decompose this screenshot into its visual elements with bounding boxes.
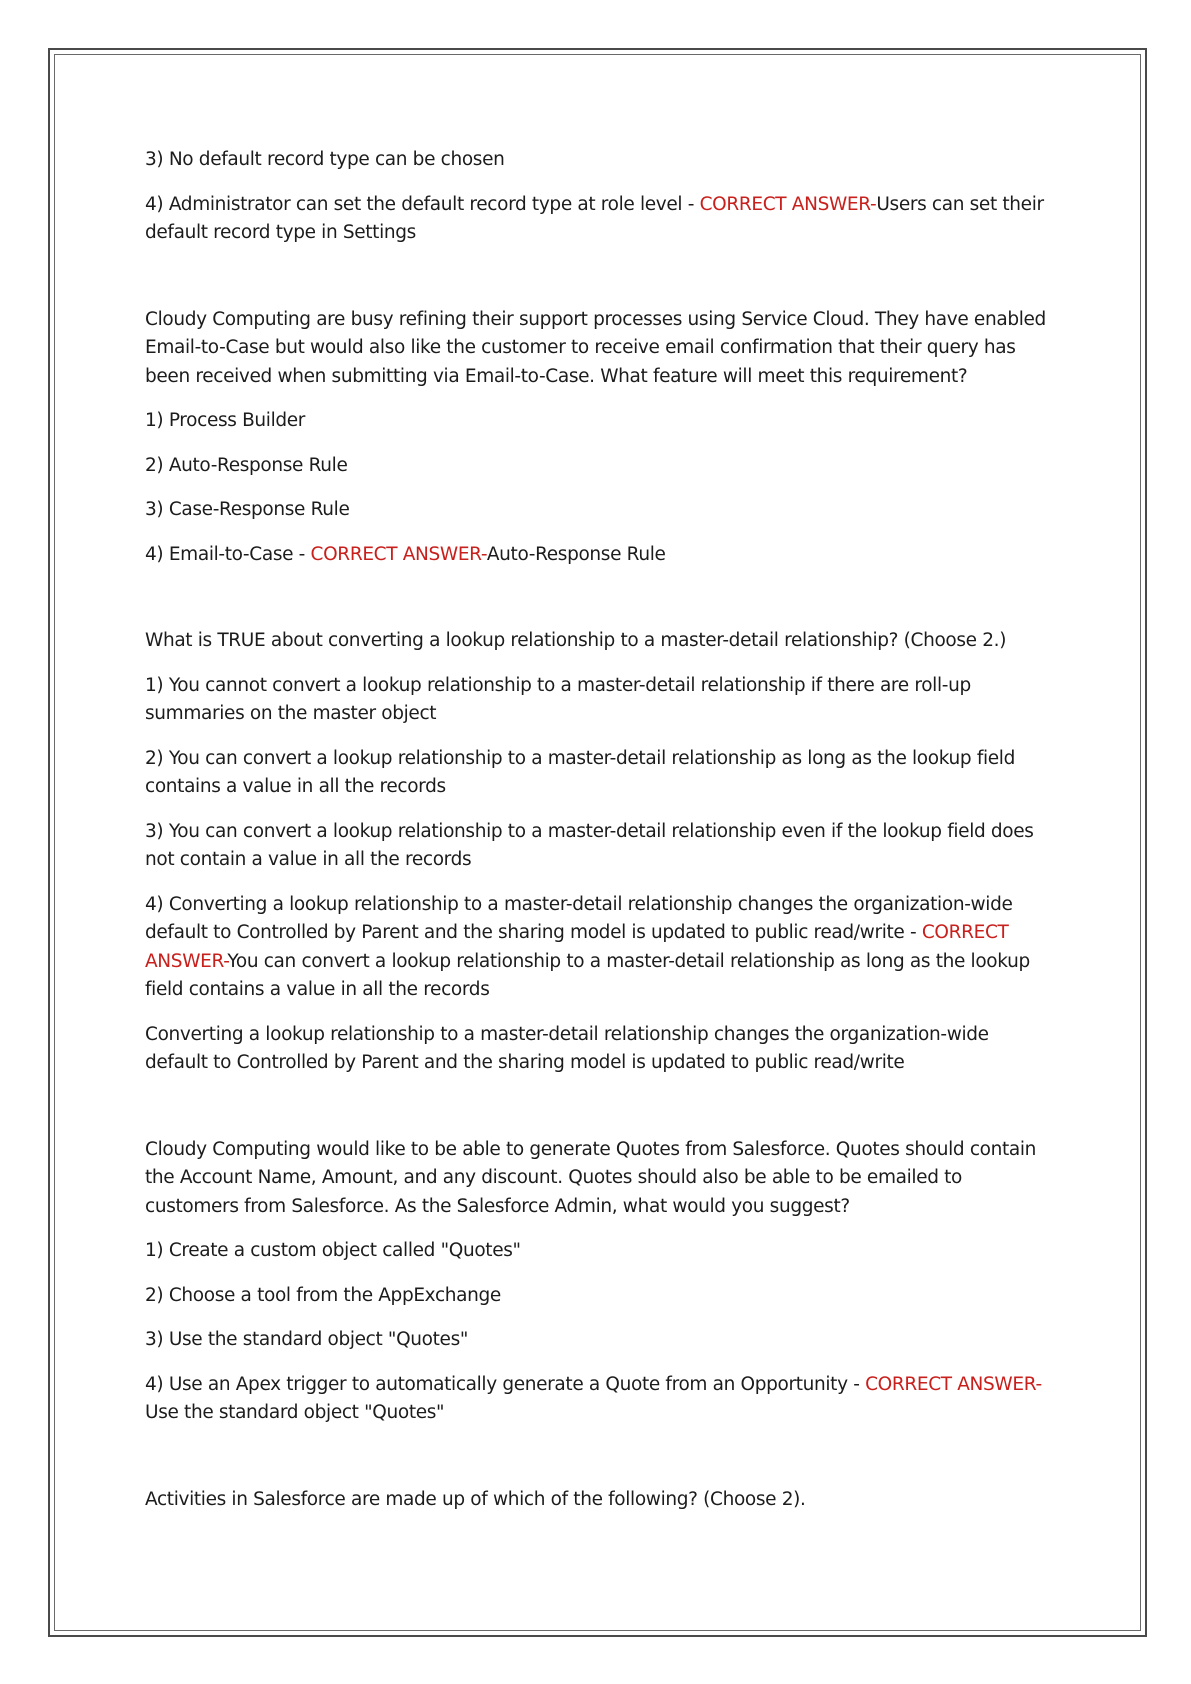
q3-option-4 — [145, 891, 1055, 1005]
q4-option-4-text: 4) Use an Apex trigger to automatically generate a Quote from an Opportunity - — [145, 1373, 866, 1395]
q1-option-4 — [145, 191, 1055, 248]
q2-option-4-text: 4) Email-to-Case - — [145, 543, 311, 565]
q3-option-4-text: 4) Converting a lookup relationship to a master-detail relationship changes the organization-wide default to Controlled by Parent and the sharing model is updated to public read/write - — [145, 893, 1013, 943]
correct-answer-marker: CORRECT ANSWER- — [310, 543, 487, 565]
q4-option-2: 2) Choose a tool from the AppExchange — [145, 1284, 501, 1306]
q3-question: What is TRUE about converting a lookup relationship to a master-detail relationship? (Choose 2.) — [145, 630, 1007, 651]
q2-option-3: 3) Case-Response Rule — [145, 499, 350, 520]
correct-answer-marker: CORRECT ANSWER- — [865, 1373, 1042, 1395]
q2-question: Cloudy Computing are busy refining their support processes using Service Cloud. They have enabled Email-to-Case but would also like the customer to receive email confirmation that their query has been received when submitting via Email-to-Case. What feature will meet this requirement? — [145, 308, 1046, 387]
question-separator — [145, 1444, 1055, 1486]
q4-option-1: 1) Create a custom object called "Quotes" — [145, 1240, 521, 1261]
question-separator — [145, 264, 1055, 306]
q4-question: Cloudy Computing would like to be able to generate Quotes from Salesforce. Quotes should contain the Account Name, Amount, and any discount. Quotes should also be able to be emailed to customers from Salesforce. As the Salesforce Admin, what would you suggest? — [145, 1138, 1037, 1217]
correct-answer-marker: CORRECT ANSWER- — [699, 193, 877, 215]
q3-option-2: 2) You can convert a lookup relationship to a master-detail relationship as long as the lookup field contains a value in all the records — [145, 747, 1015, 797]
q5-question: Activities in Salesforce are made up of which of the following? (Choose 2). — [145, 1488, 806, 1510]
q2-option-2: 2) Auto-Response Rule — [145, 454, 348, 476]
q2-option-4 — [145, 541, 1055, 570]
q2-option-1: 1) Process Builder — [145, 410, 306, 431]
q3-answer-2: Converting a lookup relationship to a master-detail relationship changes the organization-wide default to Controlled by Parent and the sharing model is updated to public read/write — [145, 1023, 989, 1073]
question-separator — [145, 1094, 1055, 1136]
q4-option-3: 3) Use the standard object "Quotes" — [145, 1329, 469, 1350]
q1-option-3: 3) No default record type can be chosen — [145, 149, 505, 170]
question-separator — [145, 585, 1055, 627]
q3-option-3: 3) You can convert a lookup relationship to a master-detail relationship even if the lookup field does not contain a value in all the records — [145, 820, 1034, 870]
q1-option-4-text: 4) Administrator can set the default record type at role level - — [145, 193, 700, 215]
q4-option-4 — [145, 1371, 1055, 1428]
document-body — [145, 146, 1055, 1530]
q1-answer: Users can set their default record type in Settings — [145, 193, 1044, 243]
q3-option-1: 1) You cannot convert a lookup relationship to a master-detail relationship if there are roll-up summaries on the master object — [145, 674, 971, 724]
correct-answer-marker: CORRECT ANSWER- — [145, 922, 1009, 972]
q4-answer: Use the standard object "Quotes" — [145, 1402, 445, 1423]
q3-answer: You can convert a lookup relationship to a master-detail relationship as long as the lookup field contains a value in all the records — [145, 950, 1030, 1000]
q2-answer: Auto-Response Rule — [486, 543, 666, 565]
